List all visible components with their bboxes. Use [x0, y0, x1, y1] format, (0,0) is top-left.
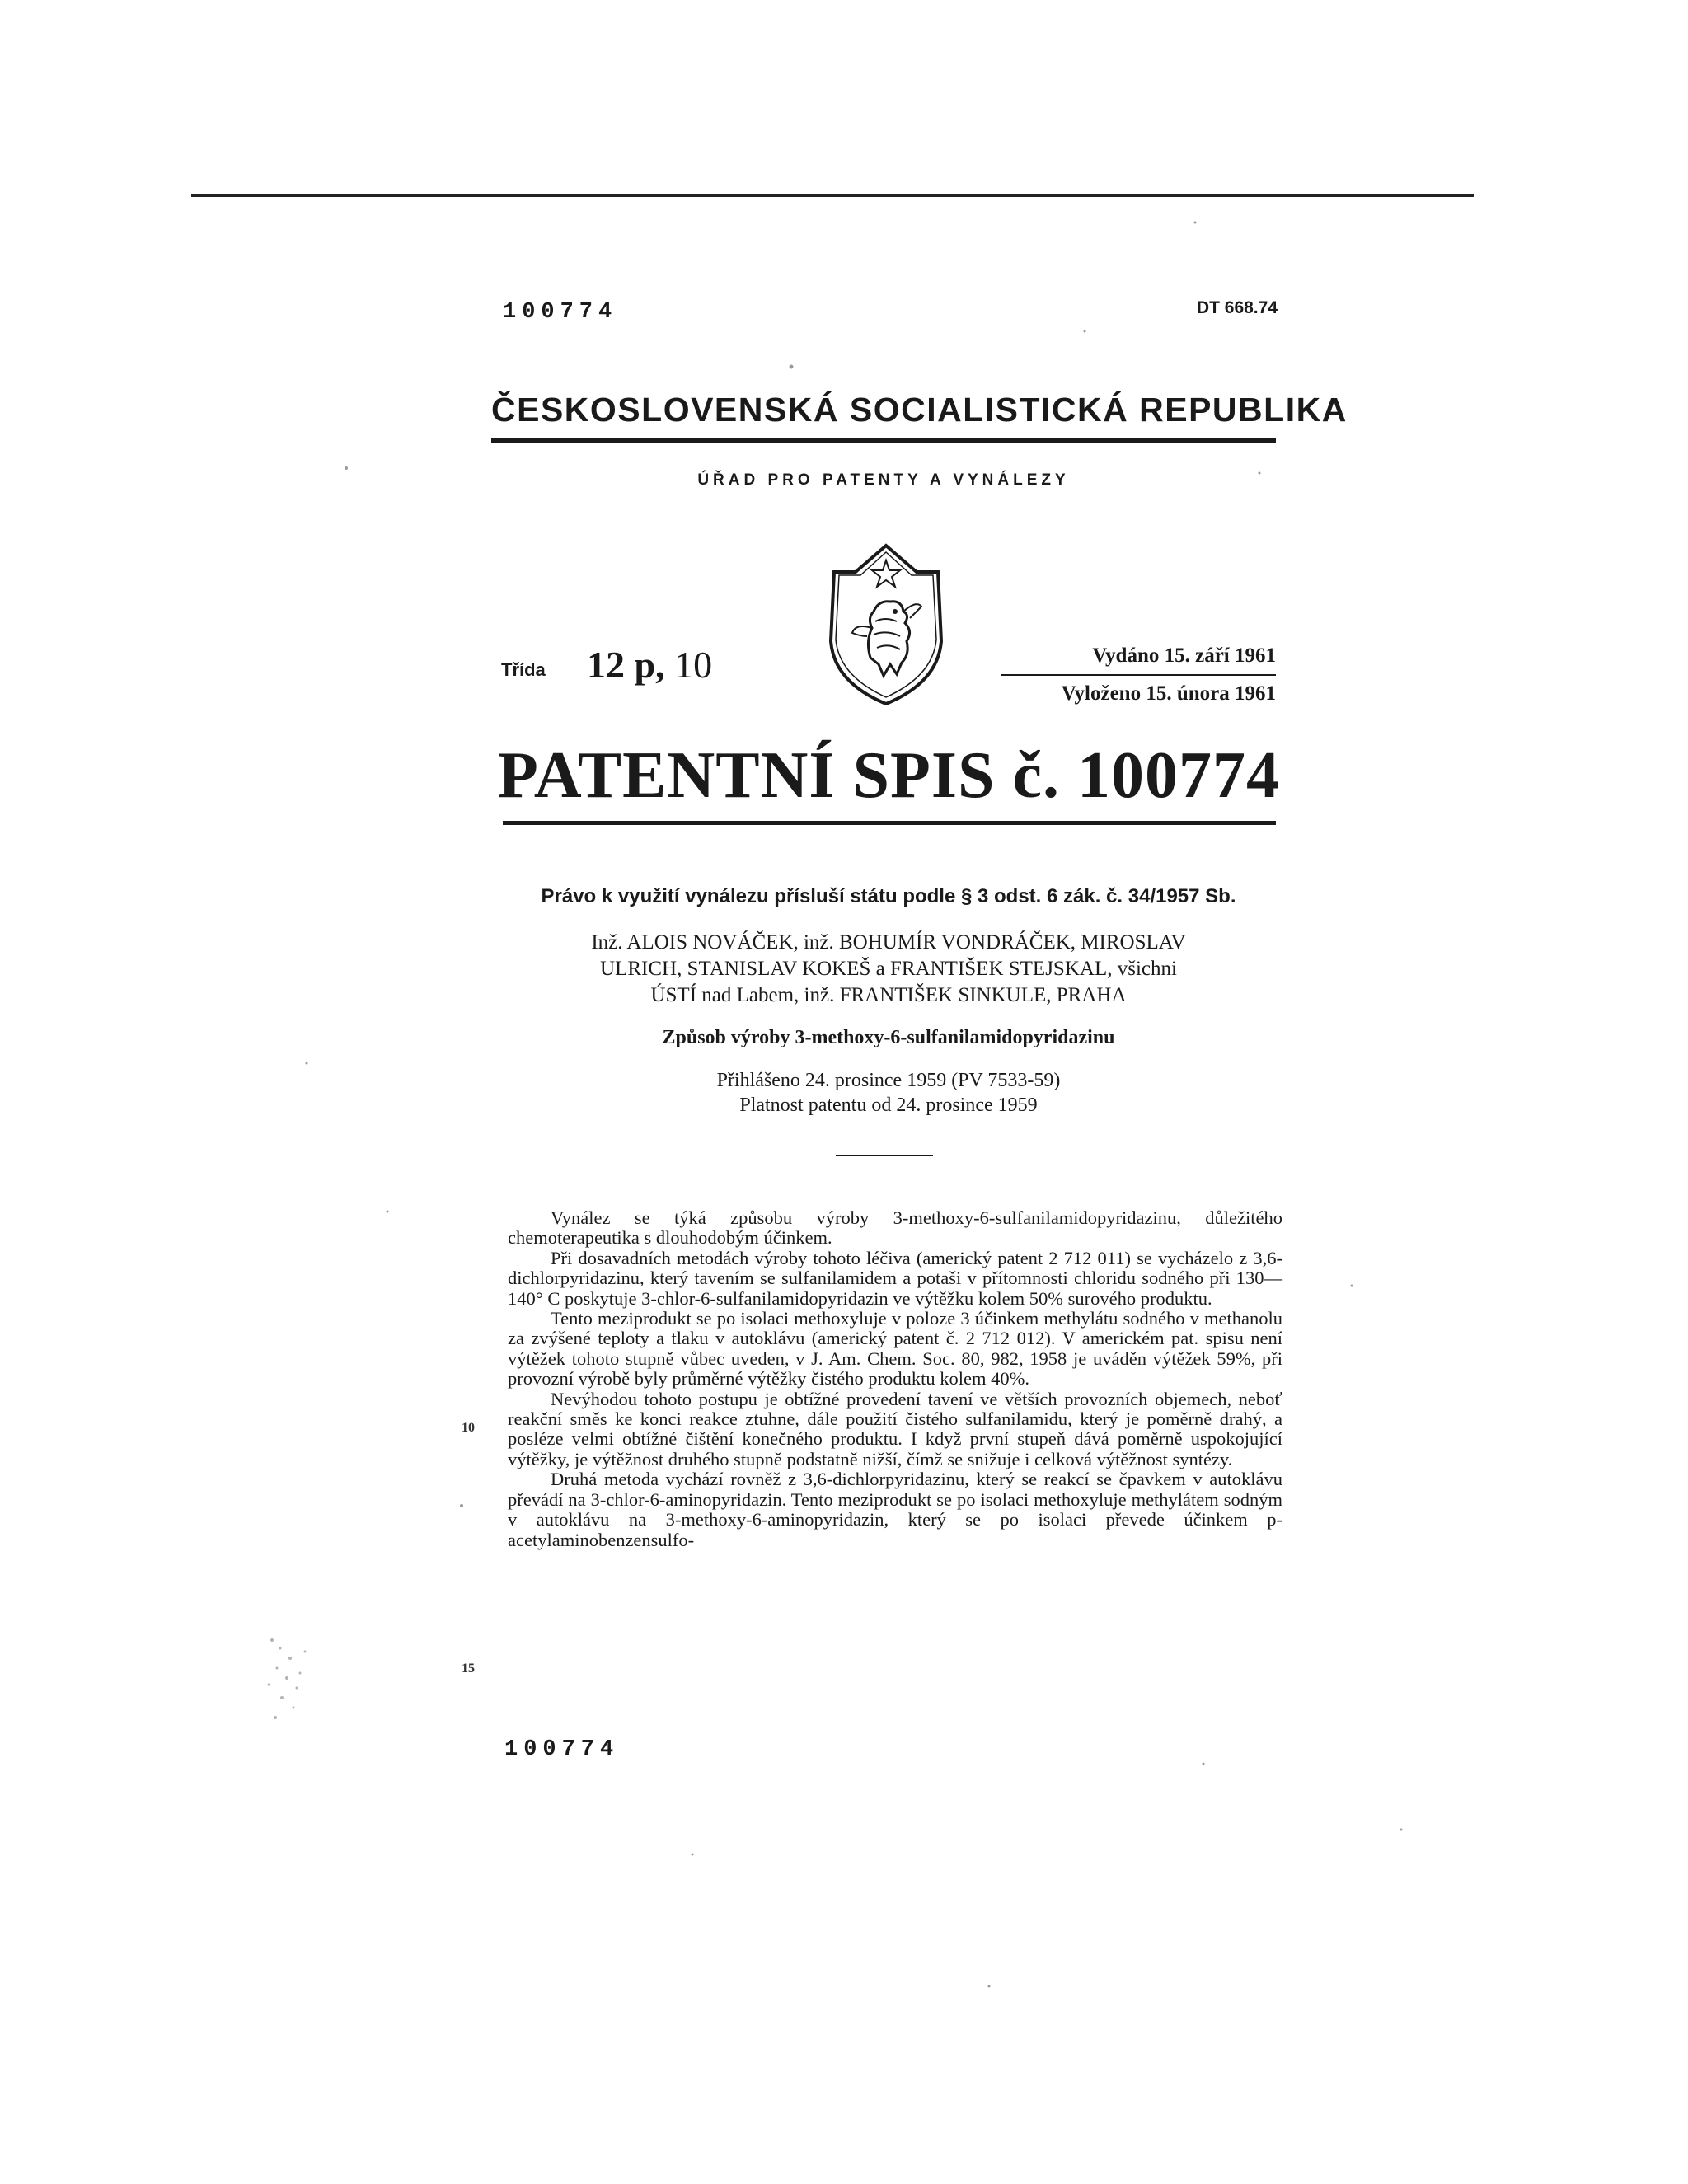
document-number-bottom: 100774 — [504, 1737, 620, 1762]
authors-line: ÚSTÍ nad Labem, inž. FRANTIŠEK SINKULE, PRAHA — [650, 984, 1127, 1006]
body-paragraph: Vynález se týká způsobu výroby 3-methoxy-6-sulfanilamidopyridazinu, důležitého chemoterapeutika s dlouhodobým účinkem. — [508, 1207, 1282, 1249]
office-name: ÚŘAD PRO PATENTY A VYNÁLEZY — [697, 471, 1070, 489]
filed-date: Přihlášeno 24. prosince 1959 (PV 7533-59) — [716, 1070, 1061, 1091]
margin-line-number: 15 — [462, 1661, 475, 1675]
authors-line: Inž. ALOIS NOVÁČEK, inž. BOHUMÍR VONDRÁČEK, MIROSLAV — [591, 931, 1186, 954]
rights-statement: Právo k využití vynálezu přísluší státu podle § 3 odst. 6 zák. č. 34/1957 Sb. — [541, 885, 1236, 907]
authors-line: ULRICH, STANISLAV KOKEŠ a FRANTIŠEK STEJSKAL, všichni — [600, 958, 1177, 980]
dt-code: DT 668.74 — [1196, 298, 1278, 317]
issued-date: Vydáno 15. září 1961 — [1092, 644, 1276, 667]
class-sub: 10 — [674, 644, 713, 686]
class-label: Třída — [501, 659, 546, 680]
validity-date: Platnost patentu od 24. prosince 1959 — [739, 1094, 1038, 1116]
country-heading: ČESKOSLOVENSKÁ SOCIALISTICKÁ REPUBLIKA — [491, 391, 1348, 429]
method-title: Způsob výroby 3-methoxy-6-sulfanilamidopyridazinu — [662, 1027, 1115, 1048]
patent-title: PATENTNÍ SPIS č. 100774 — [498, 739, 1281, 812]
body-paragraph: Při dosavadních metodách výroby tohoto léčiva (americký patent 2 712 011) se vycházelo z 3,6-dichlorpyridazinu, který tavením se sulfanilamidem a potaši v přítomnosti chloridu sodného při 130—140° C poskytuje 3-chlor-6-sulfanilamidopyridazin ve výtěžku kolem 50% surového produktu. — [508, 1247, 1282, 1309]
laid-open-date: Vyloženo 15. února 1961 — [1061, 682, 1276, 705]
body-paragraph: Tento meziprodukt se po isolaci methoxyluje v poloze 3 účinkem methylátu sodného v methanolu za zvýšené teploty a tlaku v autoklávu (americký patent č. 2 712 012). V americkém pat. spisu není výtěžek tohoto stupně vůbec uveden, v J. Am. Chem. Soc. 80, 982, 1958 je uváděn výtěžek 59%, při provozní výrobě byly průměrné výtěžky čistého produktu kolem 40%. — [508, 1308, 1282, 1390]
body-paragraph: Druhá metoda vychází rovněž z 3,6-dichlorpyridazinu, který se reakcí se čpavkem v autoklávu převádí na 3-chlor-6-aminopyridazin. Tento meziprodukt se po isolaci methoxyluje methylátem sodným v autoklávu na 3-methoxy-6-aminopyridazin, který se po isolaci převede účinkem p-acetylaminobenzensulfo- — [508, 1469, 1282, 1550]
body-paragraph: Nevýhodou tohoto postupu je obtížné provedení tavení ve větších provozních objemech, neboť reakční směs ke konci reakce ztuhne, dále použití čistého sulfanilamidu, který je poměrně drahý, a posléze velmi obtížné čištění konečného produktu. I když první stupeň dává poměrně uspokojující výtěžky, je výtěžnost druhého stupně podstatně nižší, čímž se snižuje i celková výtěžnost syntézy. — [508, 1388, 1282, 1469]
document-number-top: 100774 — [503, 300, 618, 325]
class-main: 12 p, — [587, 644, 665, 686]
margin-line-number: 10 — [462, 1421, 475, 1435]
